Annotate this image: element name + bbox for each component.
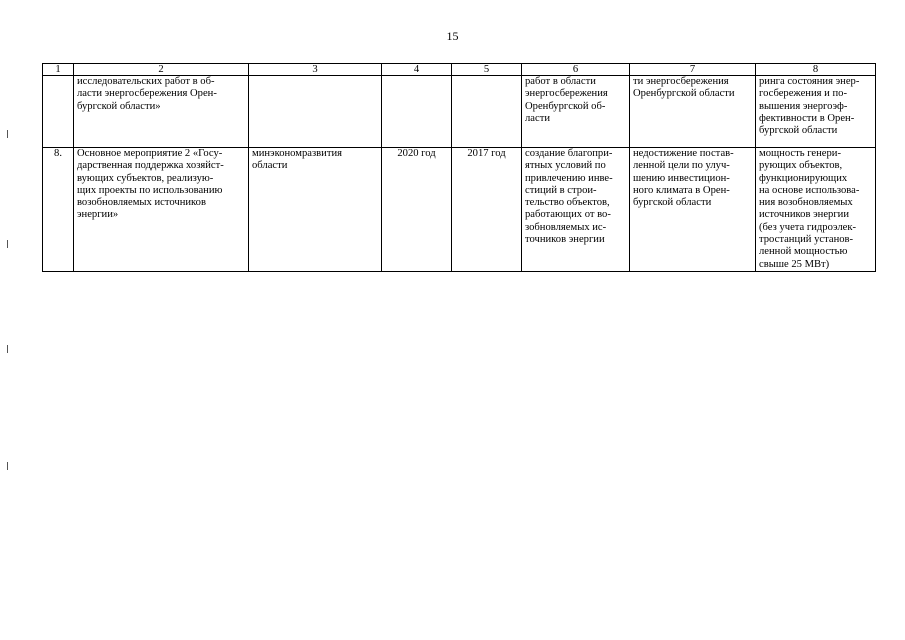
cell-text-line: дарственная поддержка хозяйст- <box>77 160 224 172</box>
column-header: 7 <box>630 64 756 76</box>
cell-text-line: Основное мероприятие 2 «Госу- <box>77 148 223 159</box>
column-header: 4 <box>382 64 452 76</box>
cell-text-line: области <box>252 160 288 172</box>
cell-text-line: шению инвестицион- <box>633 172 730 184</box>
consequences-cell <box>630 148 756 272</box>
cell-text-line: тростанций установ- <box>759 234 854 246</box>
cell-text-line: работающих от во- <box>525 209 611 221</box>
column-header: 8 <box>756 64 876 76</box>
cell-text-line: энергии» <box>77 209 119 221</box>
margin-mark <box>7 462 8 470</box>
cell-text-line: минэкономразвития <box>252 148 342 159</box>
column-header: 6 <box>522 64 630 76</box>
cell-text-line: возобновляемых источников <box>77 197 206 209</box>
indicator-link-cell <box>756 76 876 148</box>
cell-text-line: создание благопри- <box>525 148 613 159</box>
margin-mark <box>7 345 8 353</box>
cell-text-line: бургской области <box>759 125 838 137</box>
cell-text-line: бургской области» <box>77 100 161 112</box>
cell-text-line: ласти энергосбережения Орен- <box>77 88 217 100</box>
cell-text-line: стиций в строи- <box>525 184 597 196</box>
end-year-cell <box>382 76 452 148</box>
page-number: 15 <box>446 29 459 43</box>
cell-text-line: вующих субъектов, реализую- <box>77 172 214 184</box>
expected-result-cell <box>522 76 630 148</box>
executor-cell <box>249 148 382 272</box>
table-row <box>43 76 876 148</box>
cell-text-line: недостижение постав- <box>633 148 734 159</box>
cell-text-line: ного климата в Орен- <box>633 184 730 196</box>
table-row <box>43 148 876 272</box>
cell-text-line: исследовательских работ в об- <box>77 76 215 87</box>
column-header: 5 <box>452 64 522 76</box>
measure-name-cell <box>74 76 249 148</box>
cell-text-line: точников энергии <box>525 234 605 246</box>
cell-text-line: зобновляемых ис- <box>525 221 607 233</box>
cell-text-line: на основе использова- <box>759 184 860 196</box>
consequences-cell <box>630 76 756 148</box>
cell-text-line: Оренбургской области <box>633 88 735 100</box>
cell-text-line: свыше 25 МВт) <box>759 258 830 270</box>
cell-text-line: (без учета гидроэлек- <box>759 221 857 233</box>
cell-text-line: ти энергосбережения <box>633 76 729 87</box>
cell-text-line: работ в области <box>525 76 596 87</box>
cell-text-line: ленной цели по улуч- <box>633 160 730 172</box>
column-number-row <box>43 64 876 76</box>
executor-cell <box>249 76 382 148</box>
cell-text-line: ятных условий по <box>525 160 606 172</box>
margin-mark <box>7 240 8 248</box>
cell-text-line: бургской области <box>633 197 712 209</box>
cell-text-line: ринга состояния энер- <box>759 76 860 87</box>
cell-text-line: функционирующих <box>759 172 848 184</box>
cell-text-line: привлечению инве- <box>525 172 613 184</box>
cell-text-line: Оренбургской об- <box>525 100 606 112</box>
end-year-cell: 2020 год <box>382 148 452 272</box>
start-year-cell <box>452 76 522 148</box>
cell-text-line: щих проекты по использованию <box>77 184 223 196</box>
cell-text-line: тельство объектов, <box>525 197 610 209</box>
cell-text-line: вышения энергоэф- <box>759 100 848 112</box>
margin-mark <box>7 130 8 138</box>
cell-text-line: ленной мощностью <box>759 246 848 258</box>
column-header: 1 <box>43 64 74 76</box>
indicator-link-cell <box>756 148 876 272</box>
cell-text-line: рующих объектов, <box>759 160 843 172</box>
start-year-cell: 2017 год <box>452 148 522 272</box>
measures-table <box>42 63 876 272</box>
cell-text-line: госбережения и по- <box>759 88 847 100</box>
cell-text-line: мощность генери- <box>759 148 841 159</box>
column-header: 3 <box>249 64 382 76</box>
cell-text-line: энергосбережения <box>525 88 608 100</box>
measure-name-cell <box>74 148 249 272</box>
expected-result-cell <box>522 148 630 272</box>
row-number-cell: 8. <box>43 148 74 272</box>
column-header: 2 <box>74 64 249 76</box>
cell-text-line: источников энергии <box>759 209 850 221</box>
cell-text-line: ния возобновляемых <box>759 197 853 209</box>
cell-text-line: фективности в Орен- <box>759 112 855 124</box>
cell-text-line: ласти <box>525 112 550 124</box>
row-number-cell <box>43 76 74 148</box>
